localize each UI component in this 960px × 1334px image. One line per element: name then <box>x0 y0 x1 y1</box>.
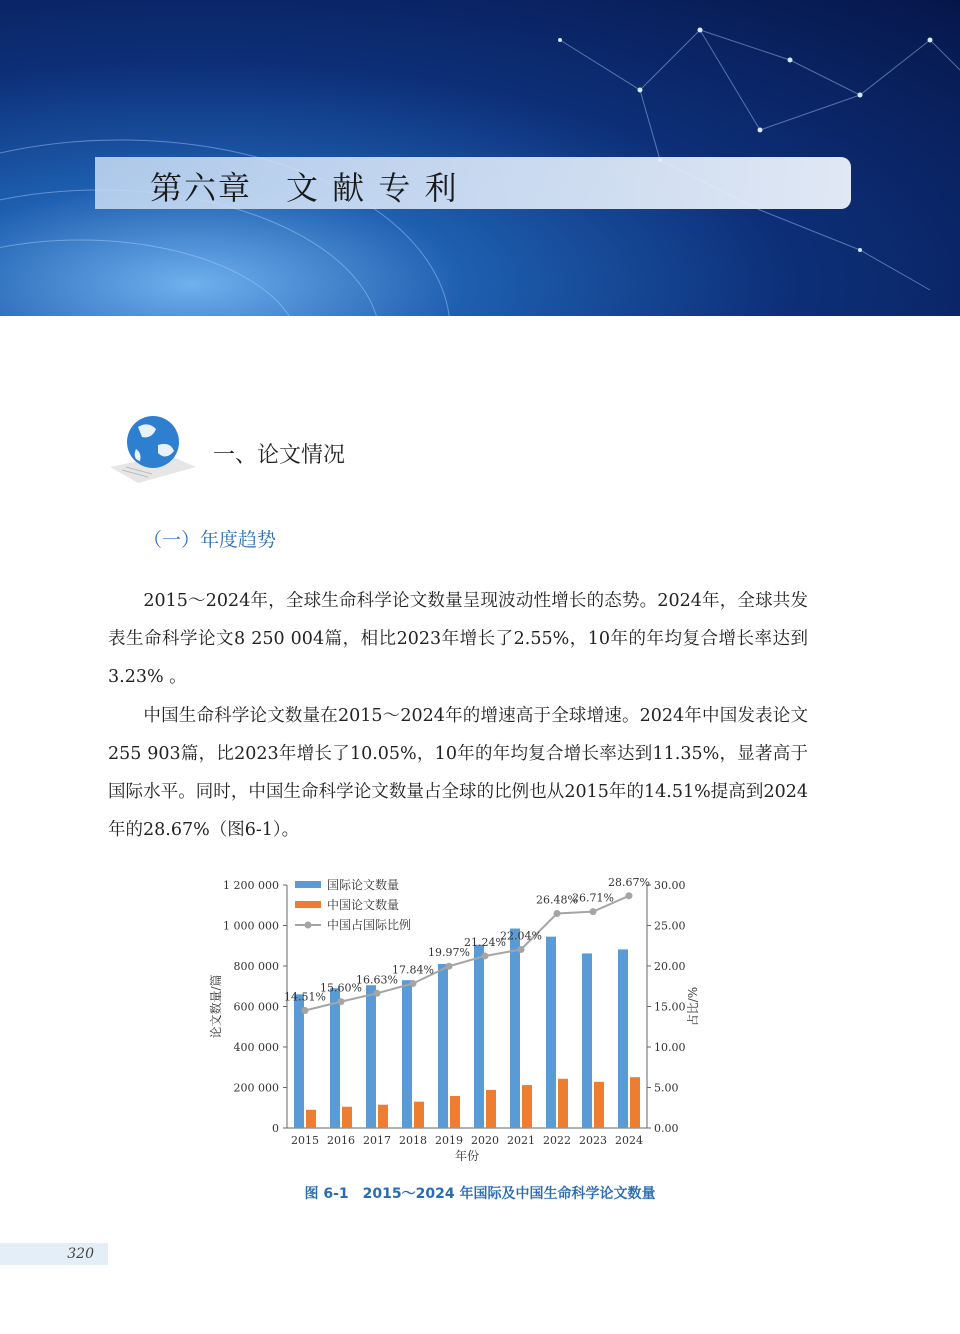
subsection-title: （一）年度趋势 <box>143 529 277 551</box>
paragraph-global: 2015～2024年，全球生命科学论文数量呈现波动性增长的态势。2024年，全球共发表生命科学论文8 250 004篇，相比2023年增长了2.55%，10年的年均复合增长率达到3.23% 。 <box>108 591 808 687</box>
ratio-data-label: 26.48% <box>536 893 578 907</box>
right-tick-label: 10.00 <box>654 1041 686 1054</box>
ratio-point <box>554 910 561 917</box>
bar-international <box>582 953 592 1128</box>
right-tick-label: 20.00 <box>654 960 686 973</box>
right-tick-label: 0.00 <box>654 1122 679 1135</box>
bar-international <box>510 929 520 1128</box>
left-tick-label: 800 000 <box>233 960 279 973</box>
x-tick-label: 2016 <box>327 1134 355 1147</box>
x-tick-label: 2020 <box>471 1134 499 1147</box>
ratio-point <box>374 990 381 997</box>
legend-swatch <box>295 881 321 888</box>
bar-china <box>630 1077 640 1128</box>
legend-label: 中国论文数量 <box>327 898 400 912</box>
left-tick-label: 0 <box>272 1122 279 1135</box>
paragraph-china: 中国生命科学论文数量在2015～2024年的增速高于全球增速。2024年中国发表论文255 903篇，比2023年增长了10.05%，10年的年均复合增长率达到11.35%，显著高于国际水平。同时，中国生命科学论文数量占全球的比例也从2015年的14.51%提高到2024年的28.67%（图6-1）。 <box>108 706 808 840</box>
ratio-point <box>518 946 525 953</box>
ratio-data-label: 14.51% <box>284 990 326 1004</box>
page-number: 320 <box>0 1243 108 1265</box>
left-tick-label: 600 000 <box>233 1000 279 1014</box>
ratio-data-label: 16.63% <box>356 973 398 987</box>
x-tick-label: 2017 <box>363 1134 391 1147</box>
left-tick-label: 1 200 000 <box>223 879 279 892</box>
bar-international <box>402 980 412 1128</box>
ratio-point <box>410 980 417 987</box>
left-tick-label: 400 000 <box>233 1041 279 1054</box>
bar-china <box>558 1079 568 1128</box>
bar-international <box>330 988 340 1128</box>
x-tick-label: 2018 <box>399 1134 427 1147</box>
bar-international <box>474 945 484 1128</box>
left-tick-label: 200 000 <box>233 1081 279 1095</box>
ratio-data-label: 26.71% <box>572 891 614 905</box>
bar-china <box>342 1107 352 1128</box>
bar-china <box>594 1082 604 1128</box>
paper-count-chart <box>200 865 720 1170</box>
x-tick-label: 2021 <box>507 1134 535 1147</box>
bar-international <box>546 937 556 1128</box>
right-tick-label: 5.00 <box>654 1081 679 1095</box>
chapter-title: 第六章 文 献 专 利 <box>150 169 459 207</box>
bar-international <box>366 985 376 1128</box>
bar-china <box>450 1096 460 1128</box>
bar-china <box>378 1105 388 1128</box>
right-tick-label: 25.00 <box>654 919 686 933</box>
left-tick-label: 1 000 000 <box>223 919 279 933</box>
chapter-title-bar <box>95 157 851 209</box>
x-tick-label: 2023 <box>579 1134 607 1147</box>
bar-china <box>414 1102 424 1128</box>
ratio-data-label: 19.97% <box>428 946 470 960</box>
legend-marker <box>305 922 312 929</box>
x-tick-label: 2019 <box>435 1134 463 1147</box>
ratio-data-label: 22.04% <box>500 929 542 943</box>
legend-label: 中国占国际比例 <box>327 918 412 932</box>
bar-international <box>438 964 448 1128</box>
ratio-data-label: 17.84% <box>392 963 434 977</box>
bar-china <box>486 1090 496 1128</box>
ratio-data-label: 15.60% <box>320 981 362 995</box>
x-tick-label: 2024 <box>615 1134 643 1147</box>
ratio-data-label: 21.24% <box>464 935 506 949</box>
legend-label: 国际论文数量 <box>327 878 400 892</box>
x-tick-label: 2015 <box>291 1134 319 1147</box>
left-axis-title: 论文数量/篇 <box>209 974 223 1039</box>
ratio-data-label: 28.67% <box>608 875 650 889</box>
ratio-point <box>338 998 345 1005</box>
right-tick-label: 15.00 <box>654 1000 686 1014</box>
legend-swatch <box>295 901 321 908</box>
x-axis-title: 年份 <box>454 1149 480 1163</box>
x-tick-label: 2022 <box>543 1134 571 1147</box>
chapter-banner <box>0 0 960 316</box>
right-axis-title: 占比/% <box>686 986 700 1027</box>
ratio-point <box>446 963 453 970</box>
bar-china <box>522 1085 532 1128</box>
ratio-point <box>482 952 489 959</box>
ratio-point <box>302 1007 309 1014</box>
bar-international <box>618 949 628 1128</box>
ratio-point <box>590 908 597 915</box>
ratio-point <box>626 892 633 899</box>
figure-caption: 图 6-1 2015～2024 年国际及中国生命科学论文数量 <box>304 1186 656 1202</box>
right-tick-label: 30.00 <box>654 879 686 892</box>
section-title: 一、论文情况 <box>213 443 346 468</box>
bar-international <box>294 994 304 1128</box>
bar-china <box>306 1110 316 1128</box>
globe-document-icon <box>108 415 198 490</box>
